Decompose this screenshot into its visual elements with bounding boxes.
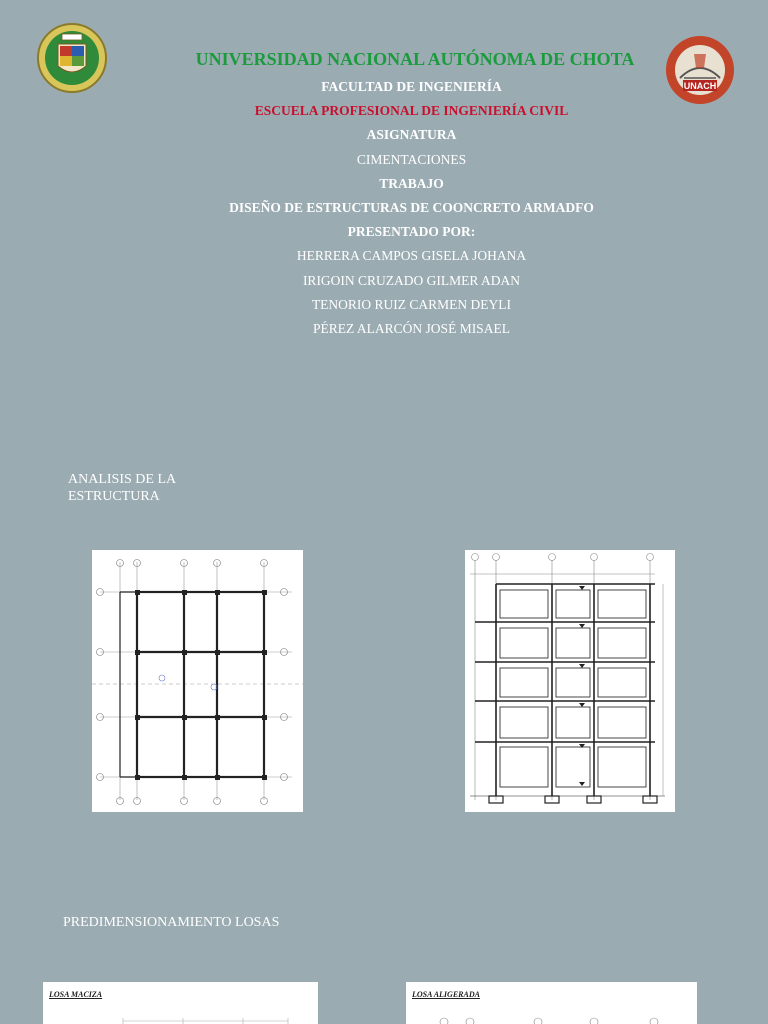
presented-heading: PRESENTADO POR: (347, 224, 476, 240)
author-name: IRIGOIN CRUZADO GILMER ADAN (302, 272, 521, 288)
work-title: DISEÑO DE ESTRUCTURAS DE COONCRETO ARMADFO (229, 199, 594, 215)
author-name: PÉREZ ALARCÓN JOSÉ MISAEL (313, 320, 510, 336)
losa-aligerada-title: LOSA ALIGERADA (412, 990, 480, 999)
section-predim-label: PREDIMENSIONAMIENTO LOSAS (63, 915, 280, 930)
cover-header (0, 48, 768, 341)
floor-plan-drawing (92, 550, 303, 812)
unach-logo-text: UNACH (683, 81, 717, 91)
school-name: ESCUELA PROFESIONAL DE INGENIERÍA CIVIL (254, 103, 569, 119)
subject-heading: ASIGNATURA (366, 127, 457, 143)
subject-name: CIMENTACIONES (356, 151, 467, 167)
losa-maciza-drawing (43, 982, 318, 1024)
elevation-drawing (465, 550, 675, 812)
section-analysis-label: ANALISIS DE LA ESTRUCTURA (68, 472, 176, 504)
author-name: HERRERA CAMPOS GISELA JOHANA (296, 248, 527, 264)
losa-aligerada-drawing (406, 982, 697, 1024)
author-name: TENORIO RUIZ CARMEN DEYLI (311, 296, 512, 312)
university-name: UNIVERSIDAD NACIONAL AUTÓNOMA DE CHOTA (195, 49, 635, 69)
faculty-name: FACULTAD DE INGENIERÍA (321, 79, 502, 94)
work-heading: TRABAJO (379, 175, 444, 191)
losa-maciza-title: LOSA MACIZA (49, 990, 103, 999)
